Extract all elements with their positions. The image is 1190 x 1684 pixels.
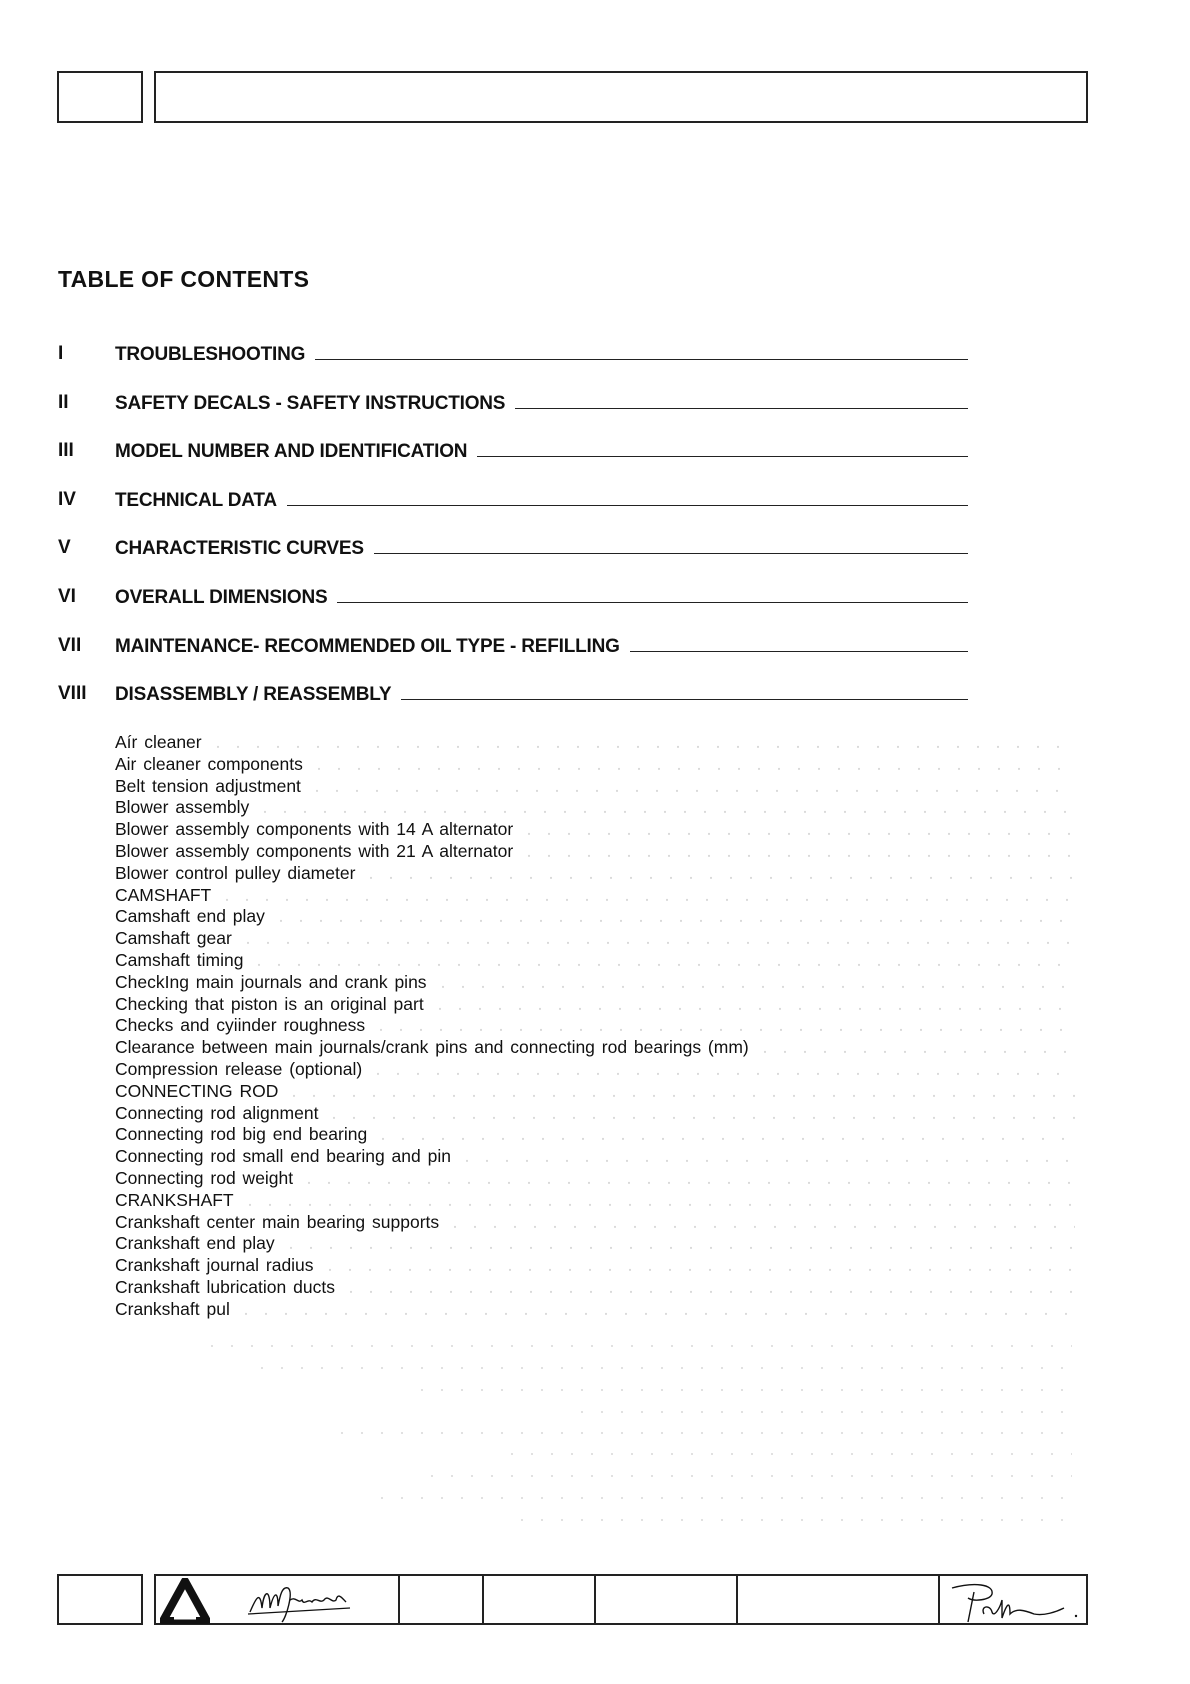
chapter-leader-line	[630, 635, 968, 652]
header-left-box	[57, 71, 143, 123]
chapter-row[interactable]	[58, 586, 968, 635]
toc-entry-leader-dots	[217, 885, 1075, 907]
toc-entry[interactable]	[115, 950, 1075, 972]
toc-entry-leader-dots	[368, 1059, 1075, 1081]
chapter-title: TECHNICAL DATA	[115, 489, 277, 511]
toc-entry-leader-dots	[519, 841, 1075, 863]
chapter-number: IV	[58, 488, 76, 510]
chapter-leader-line	[477, 440, 968, 457]
chapter-title: MAINTENANCE- RECOMMENDED OIL TYPE - REFILLING	[115, 635, 620, 657]
toc-entry-label: Connecting rod alignment	[115, 1102, 319, 1123]
chapter-leader-line	[515, 392, 968, 409]
toc-entry-leader-dots	[208, 732, 1075, 754]
toc-entry[interactable]	[115, 1015, 1075, 1037]
toc-entry[interactable]	[115, 754, 1075, 776]
toc-entry[interactable]	[115, 1103, 1075, 1125]
toc-entry-label: Crankshaft center main bearing supports	[115, 1211, 440, 1232]
toc-entry-leader-dots	[371, 1015, 1075, 1037]
chapter-leader-line	[287, 489, 968, 506]
toc-entry-leader-dots	[341, 1277, 1075, 1299]
chapter-row[interactable]	[58, 489, 968, 538]
toc-entry-label: Clearance between main journals/crank pins and connecting rod bearings (mm)	[115, 1037, 749, 1058]
toc-entry[interactable]	[115, 1277, 1075, 1299]
toc-entry[interactable]	[115, 1255, 1075, 1277]
chapter-number: III	[58, 440, 74, 462]
chapter-row[interactable]	[58, 537, 968, 586]
toc-entry-label: Blower assembly components with 21 A alternator	[115, 840, 514, 861]
toc-entry-leader-dots	[457, 1146, 1075, 1168]
footer-cell-divider	[594, 1576, 596, 1623]
toc-entry-label: Connecting rod small end bearing and pin	[115, 1146, 451, 1167]
toc-entry-leader-dots	[240, 1190, 1075, 1212]
chapter-row[interactable]	[58, 440, 968, 489]
triangle-logo-icon	[160, 1578, 210, 1624]
toc-entry-label: Crankshaft end play	[115, 1233, 275, 1254]
chapter-number: VII	[58, 634, 82, 656]
toc-entry-label: CheckIng main journals and crank pins	[115, 971, 427, 992]
toc-entry-leader-dots	[307, 776, 1075, 798]
footer-table	[57, 1574, 1088, 1625]
toc-entry[interactable]	[115, 1037, 1075, 1059]
chapter-number: V	[58, 537, 71, 559]
toc-entry-label: Checking that piston is an original part	[115, 993, 424, 1014]
toc-entry[interactable]	[115, 732, 1075, 754]
chapter-title: CHARACTERISTIC CURVES	[115, 538, 364, 560]
footer-left-box	[57, 1574, 143, 1625]
toc-entry-leader-dots	[299, 1168, 1075, 1190]
header-right-box	[154, 71, 1088, 123]
toc-entry-label: Blower control pulley diameter	[115, 862, 356, 883]
chapter-title: TROUBLESHOOTING	[115, 344, 306, 365]
toc-entry-label: Camshaft end play	[115, 906, 265, 927]
toc-entry-leader-dots	[519, 819, 1075, 841]
toc-entry-label: Crankshaft journal radius	[115, 1255, 314, 1276]
toc-entry[interactable]	[115, 885, 1075, 907]
toc-entry-leader-dots	[361, 863, 1075, 885]
toc-entry-label: Camshaft gear	[115, 928, 232, 949]
page-title: TABLE OF CONTENTS	[58, 266, 310, 292]
toc-entry-label: Air cleaner components	[115, 753, 303, 774]
chapter-number: II	[58, 391, 69, 413]
chapter-line	[115, 489, 968, 512]
entry-list	[115, 732, 1075, 1321]
chapter-line	[115, 683, 968, 706]
signature-right	[944, 1578, 1084, 1624]
toc-entry[interactable]	[115, 972, 1075, 994]
chapter-number: VIII	[58, 683, 87, 705]
chapter-leader-line	[337, 586, 968, 603]
chapter-leader-line	[401, 683, 968, 700]
signature-left	[246, 1578, 366, 1624]
toc-entry-label: CONNECTING ROD	[115, 1080, 279, 1101]
footer-cell-divider	[938, 1576, 940, 1623]
toc-entry-leader-dots	[755, 1037, 1075, 1059]
chapter-list	[58, 343, 968, 732]
chapter-title: DISASSEMBLY / REASSEMBLY	[115, 684, 392, 706]
toc-entry-leader-dots	[309, 754, 1075, 776]
toc-entry[interactable]	[115, 797, 1075, 819]
toc-entry[interactable]	[115, 819, 1075, 841]
chapter-leader-line	[374, 537, 968, 554]
toc-entry[interactable]	[115, 841, 1075, 863]
toc-entry-label: Checks and cyiinder roughness	[115, 1015, 366, 1036]
toc-entry-leader-dots	[445, 1212, 1075, 1234]
toc-entry-label: Connecting rod big end bearing	[115, 1124, 368, 1145]
chapter-number: I	[58, 343, 64, 364]
chapter-leader-line	[315, 343, 968, 360]
chapter-row[interactable]	[58, 343, 968, 392]
toc-entry[interactable]	[115, 1168, 1075, 1190]
toc-entry[interactable]	[115, 1212, 1075, 1234]
chapter-number: VI	[58, 585, 76, 607]
chapter-row[interactable]	[58, 683, 968, 732]
toc-entry-label: Crankshaft pul	[115, 1298, 230, 1319]
toc-entry-label: CAMSHAFT	[115, 884, 212, 905]
toc-entry-leader-dots	[249, 950, 1075, 972]
toc-entry-leader-dots	[281, 1233, 1075, 1255]
footer-cell-divider	[482, 1576, 484, 1623]
toc-entry-leader-dots	[373, 1124, 1075, 1146]
toc-entry[interactable]	[115, 776, 1075, 798]
toc-entry-leader-dots	[236, 1299, 1075, 1321]
toc-entry[interactable]	[115, 928, 1075, 950]
chapter-title: OVERALL DIMENSIONS	[115, 586, 328, 608]
toc-entry[interactable]	[115, 1059, 1075, 1081]
footer-cell-divider	[736, 1576, 738, 1623]
toc-entry-leader-dots	[324, 1103, 1075, 1125]
chapter-line	[115, 586, 968, 609]
toc-entry[interactable]	[115, 1299, 1075, 1321]
toc-entry-leader-dots	[433, 972, 1075, 994]
toc-entry-leader-dots	[255, 797, 1075, 819]
toc-entry-label: Belt tension adjustment	[115, 775, 301, 796]
chapter-line	[115, 537, 968, 560]
toc-entry-leader-dots	[271, 906, 1075, 928]
chapter-title: SAFETY DECALS - SAFETY INSTRUCTIONS	[115, 392, 506, 414]
toc-entry-leader-dots	[238, 928, 1075, 950]
toc-entry-label: Blower assembly	[115, 797, 250, 818]
toc-entry-label: Connecting rod weight	[115, 1167, 294, 1188]
toc-entry[interactable]	[115, 1146, 1075, 1168]
chapter-line	[115, 440, 968, 463]
toc-entry-leader-dots	[284, 1081, 1075, 1103]
footer-main-box	[154, 1574, 1088, 1625]
toc-entry[interactable]	[115, 1124, 1075, 1146]
toc-entry-label: Compression release (optional)	[115, 1058, 363, 1079]
chapter-row[interactable]	[58, 635, 968, 684]
toc-entry-label: Blower assembly components with 14 A alternator	[115, 819, 514, 840]
chapter-row[interactable]	[58, 392, 968, 441]
footer-cell-divider	[398, 1576, 400, 1623]
toc-entry[interactable]	[115, 906, 1075, 928]
toc-entry[interactable]	[115, 863, 1075, 885]
toc-entry-label: Aír cleaner	[115, 732, 202, 752]
chapter-line	[115, 392, 968, 415]
toc-entry[interactable]	[115, 1233, 1075, 1255]
toc-entry-leader-dots	[320, 1255, 1075, 1277]
toc-entry-label: Camshaft timing	[115, 949, 244, 970]
toc-entry[interactable]	[115, 1081, 1075, 1103]
chapter-line	[115, 343, 968, 366]
toc-entry-label: Crankshaft lubrication ducts	[115, 1276, 335, 1297]
dotted-leader-rows	[200, 1343, 1072, 1543]
chapter-line	[115, 635, 968, 658]
toc-entry-label: CRANKSHAFT	[115, 1189, 234, 1210]
chapter-title: MODEL NUMBER AND IDENTIFICATION	[115, 441, 468, 463]
toc-entry[interactable]	[115, 994, 1075, 1016]
toc-entry-leader-dots	[430, 994, 1075, 1016]
toc-entry[interactable]	[115, 1190, 1075, 1212]
